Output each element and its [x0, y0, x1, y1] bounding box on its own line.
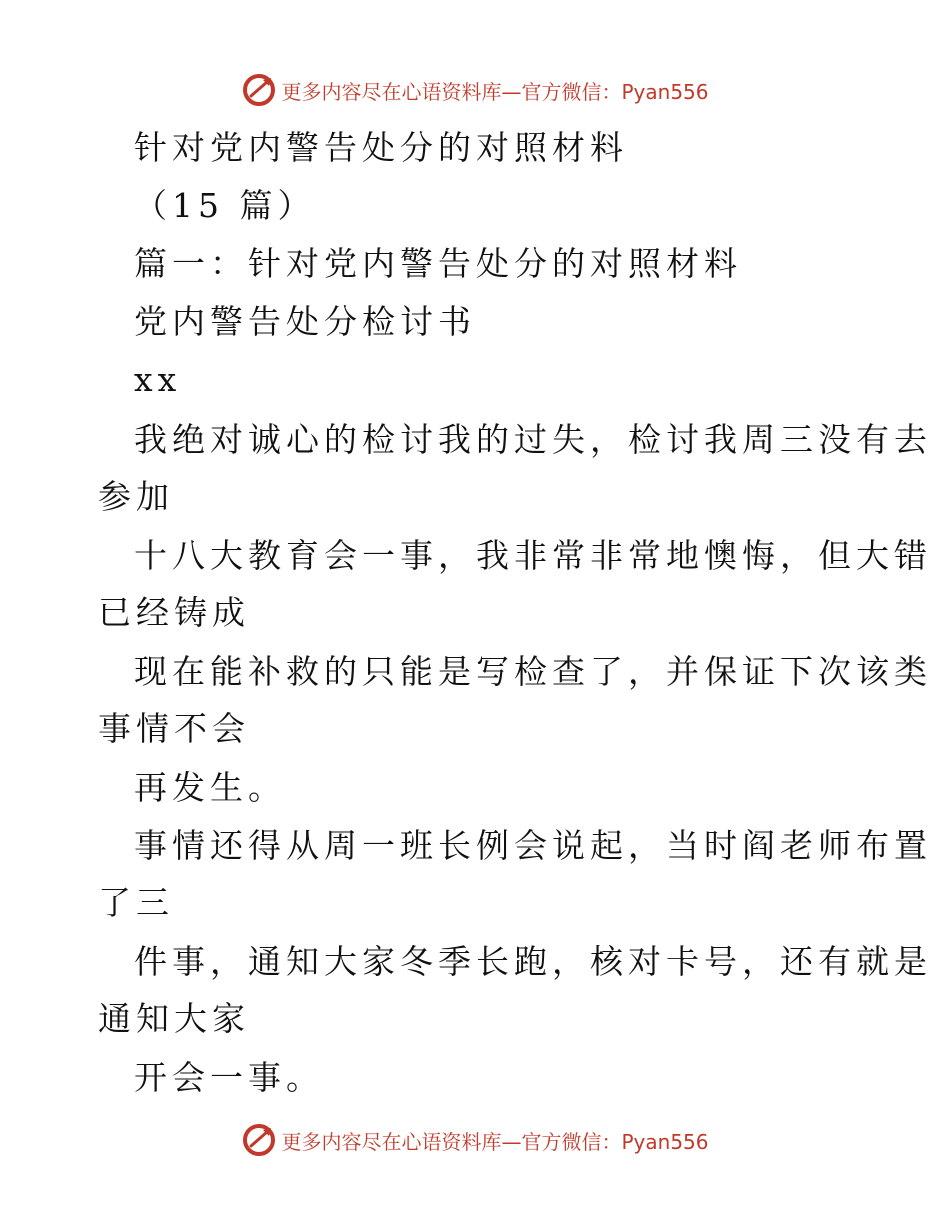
paragraph-5-line-2: 了三 — [98, 883, 174, 922]
footer-watermark — [0, 1118, 950, 1162]
doc-heading: 党内警告处分检讨书 — [134, 302, 476, 341]
paragraph-4-line-1: 再发生。 — [134, 768, 286, 807]
paragraph-3-line-2: 事情不会 — [98, 709, 250, 748]
brand-logo-icon — [241, 72, 277, 108]
wechat-id: Pyan556 — [621, 1129, 709, 1154]
document-subtitle: （15 篇） — [134, 186, 316, 225]
paragraph-5-line-1: 事情还得从周一班长例会说起，当时阎老师布置 — [134, 826, 932, 865]
watermark-slogan: 更多内容尽在心语资料库 — [281, 79, 502, 104]
paragraph-3-line-1: 现在能补救的只能是写检查了，并保证下次该类 — [134, 652, 932, 691]
document-title: 针对党内警告处分的对照材料 — [134, 128, 628, 167]
wechat-label: 官方微信： — [521, 79, 622, 104]
paragraph-1-line-1: 我绝对诚心的检讨我的过失，检讨我周三没有去 — [134, 420, 932, 459]
header-watermark — [0, 68, 950, 112]
watermark-separator: — — [501, 79, 522, 104]
wechat-label: 官方微信： — [521, 1129, 622, 1154]
paragraph-6-line-2: 通知大家 — [98, 999, 250, 1038]
watermark-text — [281, 1126, 708, 1155]
paragraph-2-line-2: 已经铸成 — [98, 593, 250, 632]
section-heading: 篇一：针对党内警告处分的对照材料 — [134, 244, 742, 283]
salutation: xx — [134, 360, 182, 399]
watermark-text — [281, 76, 708, 105]
paragraph-6-line-1: 件事，通知大家冬季长跑，核对卡号，还有就是 — [134, 942, 932, 981]
paragraph-7-line-1: 开会一事。 — [134, 1058, 324, 1097]
brand-logo-icon — [241, 1122, 277, 1158]
watermark-separator: — — [501, 1129, 522, 1154]
paragraph-2-line-1: 十八大教育会一事，我非常非常地懊悔，但大错 — [134, 536, 932, 575]
watermark-slogan: 更多内容尽在心语资料库 — [281, 1129, 502, 1154]
paragraph-1-line-2: 参加 — [98, 477, 174, 516]
wechat-id: Pyan556 — [621, 79, 709, 104]
